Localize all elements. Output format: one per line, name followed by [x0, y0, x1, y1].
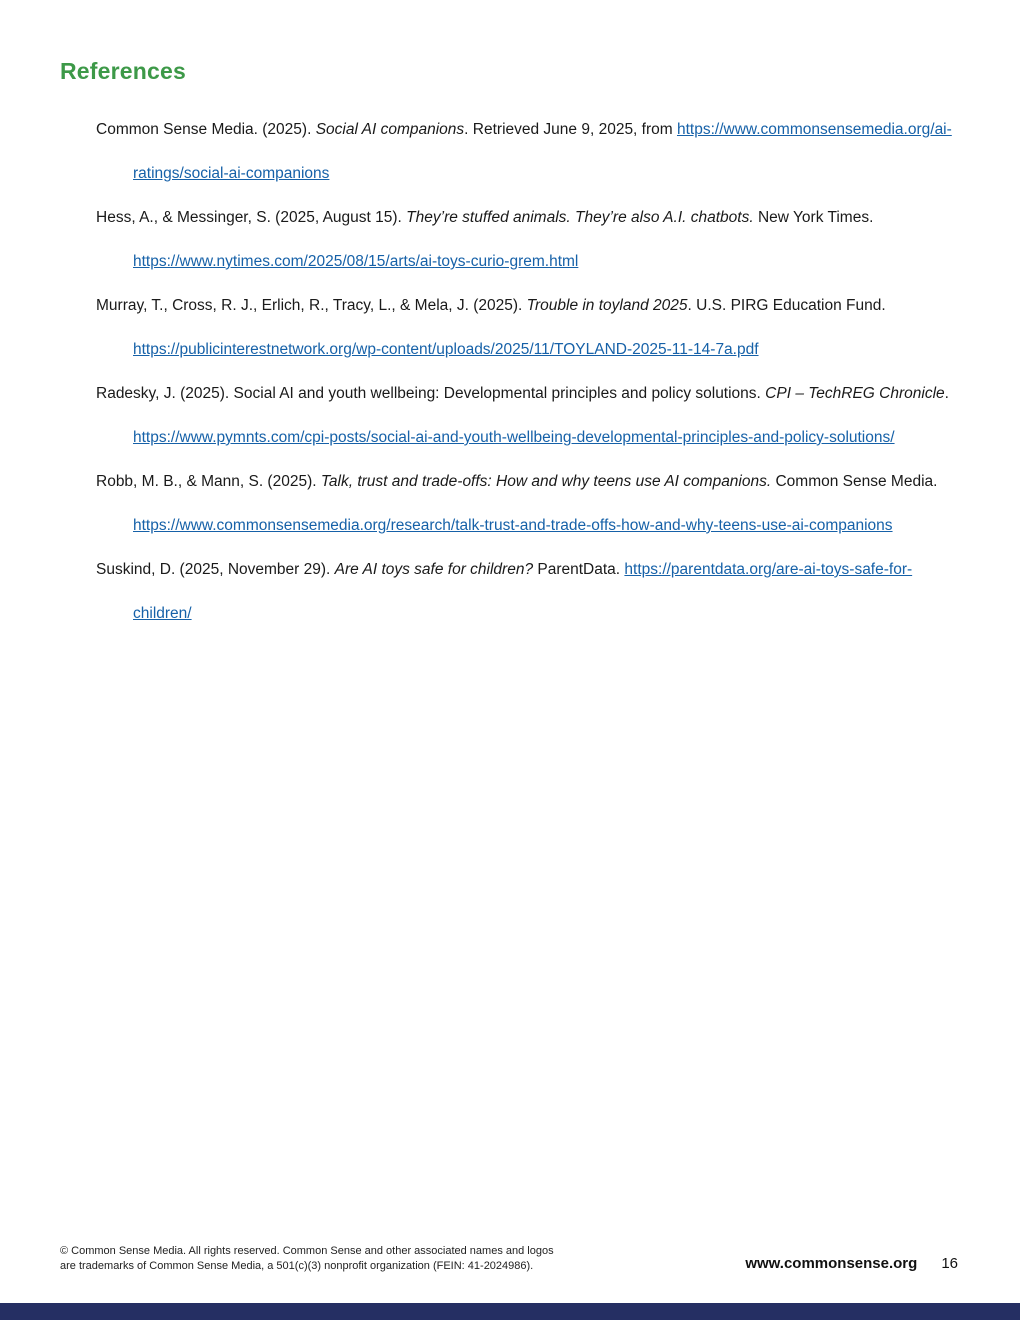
footer-copyright-line2: are trademarks of Common Sense Media, a 501(c)(3) nonprofit organization (FEIN: 41-2024986). [60, 1260, 534, 1272]
reference-link[interactable]: https://www.commonsensemedia.org/research/talk-trust-and-trade-offs-how-and-why-teens-use-ai-companions [133, 517, 893, 534]
footer-copyright-line1: © Common Sense Media. All rights reserved. Common Sense and other associated names and logos [60, 1245, 554, 1257]
reference-link[interactable]: https://publicinterestnetwork.org/wp-content/uploads/2025/11/TOYLAND-2025-11-14-7a.pdf [133, 341, 759, 358]
footer-page-number: 16 [941, 1255, 958, 1272]
reference-link[interactable]: https://www.nytimes.com/2025/08/15/arts/ai-toys-curio-grem.html [133, 253, 579, 270]
reference-text: Robb, M. B., & Mann, S. (2025). [96, 473, 321, 490]
page-title: References [60, 58, 187, 84]
reference-entry [96, 108, 964, 196]
reference-entry [96, 460, 964, 548]
reference-italic-title: Trouble in toyland 2025 [526, 297, 688, 314]
references-list [96, 108, 964, 636]
reference-text: New York Times. [753, 209, 874, 226]
reference-italic-title: Social AI companions [315, 121, 465, 138]
reference-text: Common Sense Media. (2025). [96, 121, 316, 138]
reference-link[interactable]: https://www.commonsensemedia.org/ai-ratings/social-ai-companions [133, 121, 952, 182]
reference-text: Radesky, J. (2025). Social AI and youth wellbeing: Developmental principles and policy solutions. [96, 385, 766, 402]
reference-link[interactable]: https://parentdata.org/are-ai-toys-safe-for-children/ [133, 561, 913, 622]
reference-text: . [944, 385, 949, 402]
reference-italic-title: CPI – TechREG Chronicle [765, 385, 945, 402]
reference-italic-title: Are AI toys safe for children? [334, 561, 534, 578]
footer-right [745, 1255, 958, 1272]
reference-entry [96, 548, 964, 636]
reference-italic-title: Talk, trust and trade-offs: How and why teens use AI companions. [320, 473, 772, 490]
reference-entry [96, 372, 964, 460]
reference-text: Common Sense Media. [771, 473, 938, 490]
reference-text: Suskind, D. (2025, November 29). [96, 561, 335, 578]
reference-text: . U.S. PIRG Education Fund. [687, 297, 886, 314]
reference-text: ParentData. [533, 561, 625, 578]
reference-text: . Retrieved June 9, 2025, from [464, 121, 677, 138]
reference-entry [96, 196, 964, 284]
footer-accent-bar [0, 1303, 1020, 1320]
reference-text: Hess, A., & Messinger, S. (2025, August 15). [96, 209, 407, 226]
reference-text: Murray, T., Cross, R. J., Erlich, R., Tracy, L., & Mela, J. (2025). [96, 297, 527, 314]
footer-copyright [60, 1244, 640, 1274]
reference-entry [96, 284, 964, 372]
footer-site-url: www.commonsense.org [745, 1255, 918, 1272]
reference-italic-title: They’re stuffed animals. They’re also A.I. chatbots. [406, 209, 754, 226]
reference-link[interactable]: https://www.pymnts.com/cpi-posts/social-ai-and-youth-wellbeing-developmental-principles-and-policy-solutions/ [133, 429, 895, 446]
